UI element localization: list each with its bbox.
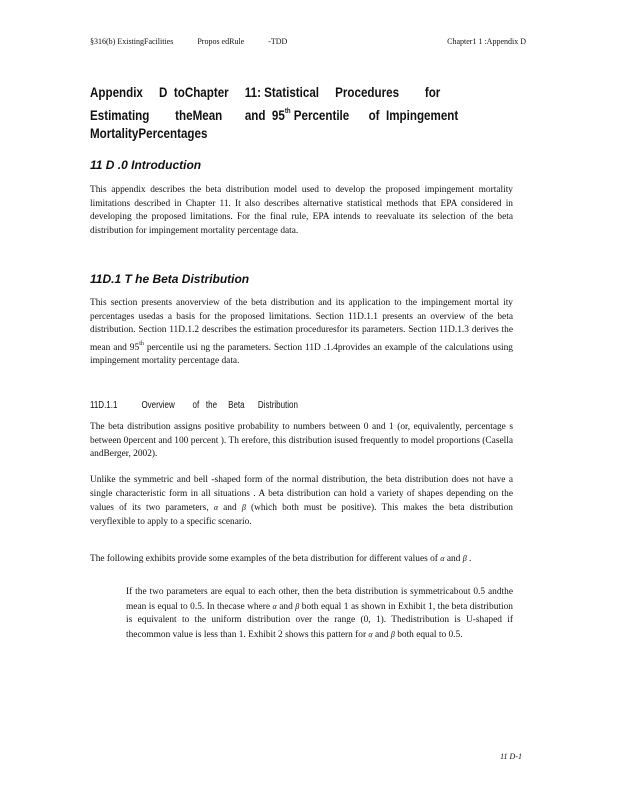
bullet-text-e: both equal to 0.5. bbox=[394, 629, 463, 640]
heading-introduction: 11 D .0 Introduction bbox=[90, 158, 202, 172]
bullet-text bbox=[126, 586, 513, 642]
paragraph-overview-3 bbox=[90, 552, 513, 567]
title-line-2 bbox=[90, 103, 490, 126]
overview-3-c: . bbox=[466, 554, 472, 564]
running-header bbox=[90, 37, 526, 46]
bullet-marker-icon bbox=[107, 586, 126, 642]
header-chapter: Chapter1 1 :Appendix D bbox=[447, 37, 526, 46]
beta-symbol: β bbox=[462, 554, 467, 563]
overview-3-b: and bbox=[444, 554, 463, 564]
title-line-1: Appendix D toChapter 11: Statistical Procedures for bbox=[90, 85, 441, 100]
overview-number: 11D.1.1 bbox=[90, 400, 118, 411]
title-line-3: MortalityPercentages bbox=[90, 126, 208, 141]
alpha-symbol: α bbox=[440, 554, 445, 563]
header-left bbox=[90, 37, 309, 46]
overview-2-c: (which both must be positive). This makes the beta distribution veryflexible to apply to a specific scenario. bbox=[90, 503, 513, 527]
heading-overview bbox=[90, 400, 298, 411]
header-rule: Propos edRule bbox=[197, 37, 245, 46]
beta-symbol: β bbox=[241, 503, 246, 513]
header-tdd: -TDD bbox=[268, 37, 288, 46]
header-doc-id: §316(b) ExistingFacilities bbox=[90, 37, 174, 46]
beta-symbol: β bbox=[295, 601, 300, 611]
overview-title: Overview of the Beta Distribution bbox=[141, 400, 298, 411]
beta-text-after-sup: percentile usi ng the parameters. Section 11D .1.4provides an example of the calculations using impingement mortality percentage data. bbox=[90, 342, 513, 367]
bullet-item bbox=[107, 586, 513, 642]
alpha-symbol: α bbox=[368, 629, 373, 639]
overview-2-b: and bbox=[218, 503, 242, 514]
beta-symbol: β bbox=[390, 629, 395, 639]
overview-2-a: Unlike the symmetric and bell -shaped form of the normal distribution, the beta distribution does not have a single characteristic form in all situations . A beta distribution can hold a variety of shapes depending on the values of its two parameters, bbox=[90, 475, 513, 514]
title-line-2-a: Estimating theMean and 95 bbox=[90, 107, 285, 123]
paragraph-overview-2 bbox=[90, 474, 513, 529]
beta-superscript: th bbox=[139, 340, 144, 347]
alpha-symbol: α bbox=[272, 601, 277, 611]
title-superscript: th bbox=[284, 107, 291, 115]
beta-text-before-sup: This section presents anoverview of the beta distribution and its application to the impingement mortal ity percentages usedas a basis for the proposed limitations. Section 11D.1.1 presents an overview of the beta distribution. Section 11D.1.2 describes the estimation proceduresfor its parameters. Section 11D.1.3 derives the mean and 95 bbox=[90, 298, 513, 353]
bullet-text-c: both equal 1 as shown in Exhibit 1, the beta distribution is equivalent to the uniform distribution over the range (0, 1). Thedistribution is U-shaped if thecommon value is less than 1. Exhibit 2 shows this pattern for bbox=[126, 601, 513, 640]
document-title bbox=[90, 84, 490, 144]
heading-beta-distribution: 11D.1 T he Beta Distribution bbox=[90, 272, 250, 286]
alpha-symbol: α bbox=[213, 503, 219, 513]
paragraph-beta-distribution bbox=[90, 297, 513, 369]
page-number: 11 D-1 bbox=[500, 752, 522, 761]
paragraph-introduction: This appendix describes the beta distribution model used to develop the proposed impingement mortality limitations described in Chapter 11. It also describes alternative statistical methods that EPA considered in developing the proposed limitations. For the final rule, EPA intends to reevaluate its selection of the beta distribution for impingement mortality percentage data. bbox=[90, 185, 513, 236]
title-line-2-b: Percentile of Impingement bbox=[290, 107, 459, 123]
overview-3-a: The following exhibits provide some examples of the beta distribution for different values of bbox=[90, 554, 441, 564]
paragraph-overview-1: The beta distribution assigns positive probability to numbers between 0 and 1 (or, equivalently, percentage s between 0percent and 100 percent ). Th erefore, this distribution isused frequently to model proportions (Casella andBerger, 2002). bbox=[90, 422, 513, 460]
bullet-text-b: and bbox=[276, 601, 296, 612]
bullet-text-a: If the two parameters are equal to each other, then the beta distribution is symmetricabout 0.5 andthe mean is equal to 0.5. In thecase where bbox=[126, 587, 513, 612]
bullet-text-d: and bbox=[372, 629, 391, 640]
